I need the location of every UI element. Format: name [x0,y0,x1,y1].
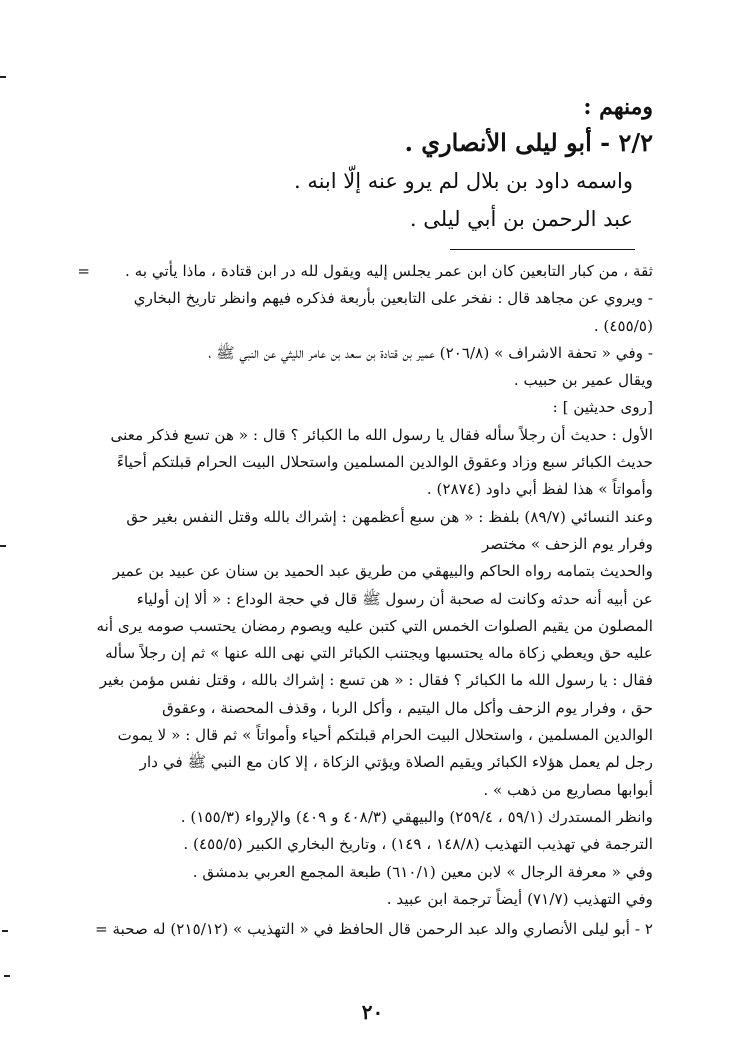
footnotes [43,258,653,943]
footnote-line: الترجمة في تهذيب التهذيب (١٤٨/٨ ، ١٤٩) ، وتاريخ البخاري الكبير (٤٥٥/٥) . [183,835,653,854]
section-intro: ومنهم : [583,94,653,120]
footnote-number: ٢ - [634,920,653,939]
footnote-continuation-marker: = [77,262,90,280]
footnote-line [43,916,653,943]
footnote-line: حق ، وفرار يوم الزحف وأكل مال اليتيم ، وأكل الربا ، وقذف المحصنة ، وعقوق [162,698,653,717]
footnote-line: الأول : حديث أن رجلاً سأله فقال يا رسول الله ما الكبائر ؟ قال : « هن تسع فذكر معنى [110,425,653,444]
scan-mark [2,930,8,932]
entry-line: عبد الرحمن بن أبي ليلى . [409,207,633,231]
footnote-line: والحديث بتمامه رواه الحاكم والبيهقي من طريق عبد الحميد بن سنان عن عبيد بن عمير [112,562,653,581]
footnote-line: وعند النسائي (٨٩/٧) بلفظ : « هن سبع أعظمهن : إشراك بالله وقتل النفس بغير حق [126,507,653,526]
footnote-text: أبو ليلى الأنصاري والد عبد الرحمن قال الحافظ في « التهذيب » (٢١٥/١٢) له صحبة = [94,920,631,939]
footnote-line: ويقال عمير بن حبيب . [513,371,653,390]
footnote-line: حديث الكبائر سبع وزاد وعقوق الوالدين المسلمين واستحلال البيت الحرام قبلتكم أحياءً [116,453,653,472]
footnote-line: أبوابها مصاريع من ذهب » . [483,780,653,799]
footnote-line: ثقة ، من كبار التابعين كان ابن عمر يجلس إليه ويقول لله در ابن قتادة ، ماذا يأتي به . [125,262,653,280]
page-number: ٢٠ [361,1000,384,1024]
footnote-line: وأمواتاً » هذا لفظ أبي داود (٢٨٧٤) . [426,480,653,499]
footnote-line: وانظر المستدرك (٥٩/١ ، ٢٥٩/٤) والبيهقي (٤٠٨/٣ و ٤٠٩) والإرواء (١٥٥/٣) . [180,807,653,826]
footnote-line: المصلون من يقيم الصلوات الخمس التي كتبن عليه ويصوم رمضان يحتسب صومه يرى أنه [96,616,653,635]
scan-mark [0,76,6,78]
scan-mark [0,545,6,547]
entry-title: ٢/٢ - أبو ليلى الأنصاري . [404,128,653,157]
footnote-divider [450,249,635,250]
footnote-line: وفي التهذيب (٧١/٧) أيضاً ترجمة ابن عبيد . [386,889,653,908]
footnote-line: وفي « معرفة الرجال » لابن معين (٦١٠/١) طبعة المجمع العربي بدمشق . [192,862,653,881]
footnote-line: وفرار يوم الزحف » مختصر [481,534,653,553]
footnote-line: عليه حق ويعطي زكاة ماله يحتسبها ويجتنب الكبائر التي نهى الله عنها » ثم إن رجلاً سأله [105,644,653,663]
footnote-line: - وفي « تحفة الاشراف » (٢٠٦/٨) عمير بن قتادة بن سعد بن عامر الليثي عن النبي ﷺ ، [208,343,653,362]
footnote-line: - ويروي عن مجاهد قال : نفخر على التابعين بأربعة فذكره فيهم وانظر تاريخ البخاري [133,289,653,308]
footnote-line: رجل لم يعمل هؤلاء الكبائر ويقيم الصلاة ويؤتي الزكاة ، إلا كان مع النبي ﷺ في دار [139,753,653,772]
footnote-line: [روى حديثين ] : [552,398,653,417]
footnote-line: (٤٥٥/٥) . [593,316,653,335]
scan-mark [4,975,10,977]
entry-line: واسمه داود بن بلال لم يرو عنه إلّا ابنه . [293,169,633,193]
footnote-line: عن أبيه أنه حدثه وكانت له صحبة أن رسول ﷺ قال في حجة الوداع : « ألا إن أولياء [136,589,653,608]
footnote-line: الوالدين المسلمين ، واستحلال البيت الحرام قبلتكم أحياء وأمواتاً » ثم قال : « لا يموت [117,726,653,745]
main-text [93,90,653,238]
footnote-line: فقال : يا رسول الله ما الكبائر ؟ فقال : « هن تسع : إشراك بالله ، وقتل نفس مؤمن بغير [99,671,653,690]
